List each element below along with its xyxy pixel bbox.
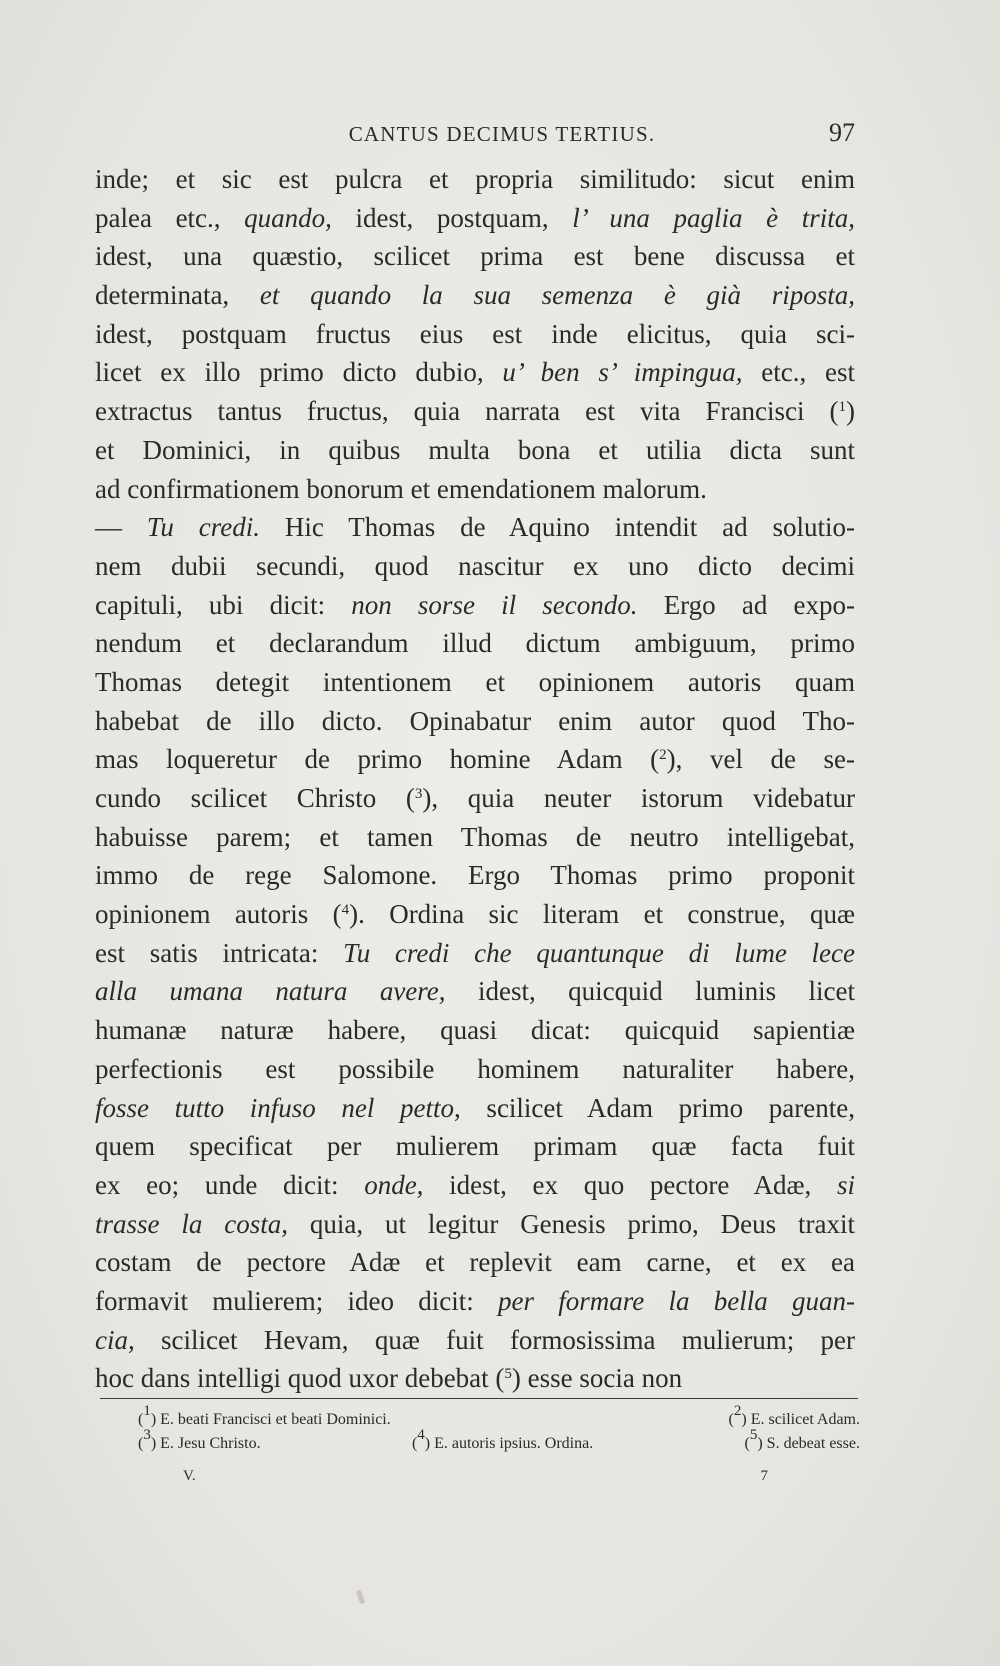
- text-line: perfectionis est possibile hominem naturaliter habere,: [95, 1053, 855, 1084]
- text-line: costam de pectore Adæ et replevit eam carne, et ex ea: [95, 1247, 855, 1278]
- text-line: determinata, et quando la sua semenza è già riposta,: [95, 280, 855, 311]
- text-line: habuisse parem; et tamen Thomas de neutro intelligebat,: [95, 821, 855, 852]
- page-number: 97: [829, 118, 855, 147]
- text-line: ex eo; unde dicit: onde, idest, ex quo pectore Adæ, si: [95, 1169, 855, 1200]
- text-line: hoc dans intelligi quod uxor debebat ($^5$) esse socia non: [95, 1363, 683, 1394]
- footnote-rule: [100, 1398, 858, 1399]
- volume-signature: V.: [183, 1468, 196, 1484]
- running-title: CANTUS DECIMUS TERTIUS.: [348, 122, 656, 146]
- text-line: quem specificat per mulierem primam quæ facta fuit: [95, 1131, 855, 1162]
- footnote-1: ($^1$) E. beati Francisci et beati Dominici.: [138, 1403, 391, 1428]
- footnote-5: ($^5$) S. debeat esse.: [744, 1427, 860, 1452]
- text-line: — Tu credi. Hic Thomas de Aquino intendit ad solutio-: [95, 512, 856, 543]
- text-line: habebat de illo dicto. Opinabatur enim autor quod Tho-: [95, 705, 855, 736]
- footnote-row-2: [138, 1427, 860, 1456]
- footnotes: [138, 1403, 860, 1456]
- text-line: extractus tantus fructus, quia narrata est vita Francisci ($^1$): [95, 396, 855, 427]
- running-head: [95, 118, 855, 148]
- text-line: cundo scilicet Christo ($^3$), quia neuter istorum videbatur: [95, 783, 856, 813]
- text-line: capituli, ubi dicit: non sorse il secondo. Ergo ad expo-: [95, 589, 855, 620]
- text-line: Thomas detegit intentionem et opinionem autoris quam: [95, 666, 855, 697]
- text-line: opinionem autoris ($^4$). Ordina sic literam et construe, quæ: [95, 899, 855, 930]
- text-line: licet ex illo primo dicto dubio, u’ ben s’ impingua, etc., est: [95, 357, 855, 388]
- text-line: trasse la costa, quia, ut legitur Genesis primo, Deus traxit: [95, 1208, 855, 1239]
- sheet-signature: 7: [760, 1468, 768, 1484]
- footnote-2: ($^2$) E. scilicet Adam.: [728, 1403, 860, 1428]
- text-line: humanæ naturæ habere, quasi dicat: quicquid sapientiæ: [95, 1015, 855, 1046]
- footnote-3: ($^3$) E. Jesu Christo.: [138, 1427, 261, 1452]
- paper-speck: [356, 1590, 365, 1605]
- text-line: alla umana natura avere, idest, quicquid luminis licet: [95, 976, 855, 1007]
- text-line: inde; et sic est pulcra et propria similitudo: sicut enim: [95, 164, 855, 194]
- text-line: cia, scilicet Hevam, quæ fuit formosissima mulierum; per: [95, 1324, 855, 1355]
- text-line: mas loqueretur de primo homine Adam ($^2$), vel de se-: [95, 744, 855, 775]
- text-line: fosse tutto infuso nel petto, scilicet Adam primo parente,: [95, 1092, 855, 1123]
- body-text: [95, 160, 855, 1398]
- text-line: idest, postquam fructus eius est inde elicitus, quia sci-: [95, 318, 855, 349]
- footnote-4: ($^4$) E. autoris ipsius. Ordina.: [411, 1427, 594, 1452]
- text-line: idest, una quæstio, scilicet prima est bene discussa et: [95, 241, 855, 272]
- text-line: nendum et declarandum illud dictum ambiguum, primo: [95, 628, 855, 659]
- text-line: immo de rege Salomone. Ergo Thomas primo proponit: [95, 860, 855, 891]
- text-line: palea etc., quando, idest, postquam, l’ una paglia è trita,: [95, 202, 855, 233]
- signature-row: [183, 1468, 768, 1485]
- text-line: est satis intricata: Tu credi che quantunque di lume lece: [95, 937, 855, 968]
- text-line: nem dubii secundi, quod nascitur ex uno dicto decimi: [95, 550, 855, 581]
- text-line: et Dominici, in quibus multa bona et utilia dicta sunt: [95, 434, 855, 465]
- text-line: ad confirmationem bonorum et emendationem malorum.: [95, 473, 707, 504]
- text-line: formavit mulierem; ideo dicit: per formare la bella guan-: [95, 1285, 855, 1316]
